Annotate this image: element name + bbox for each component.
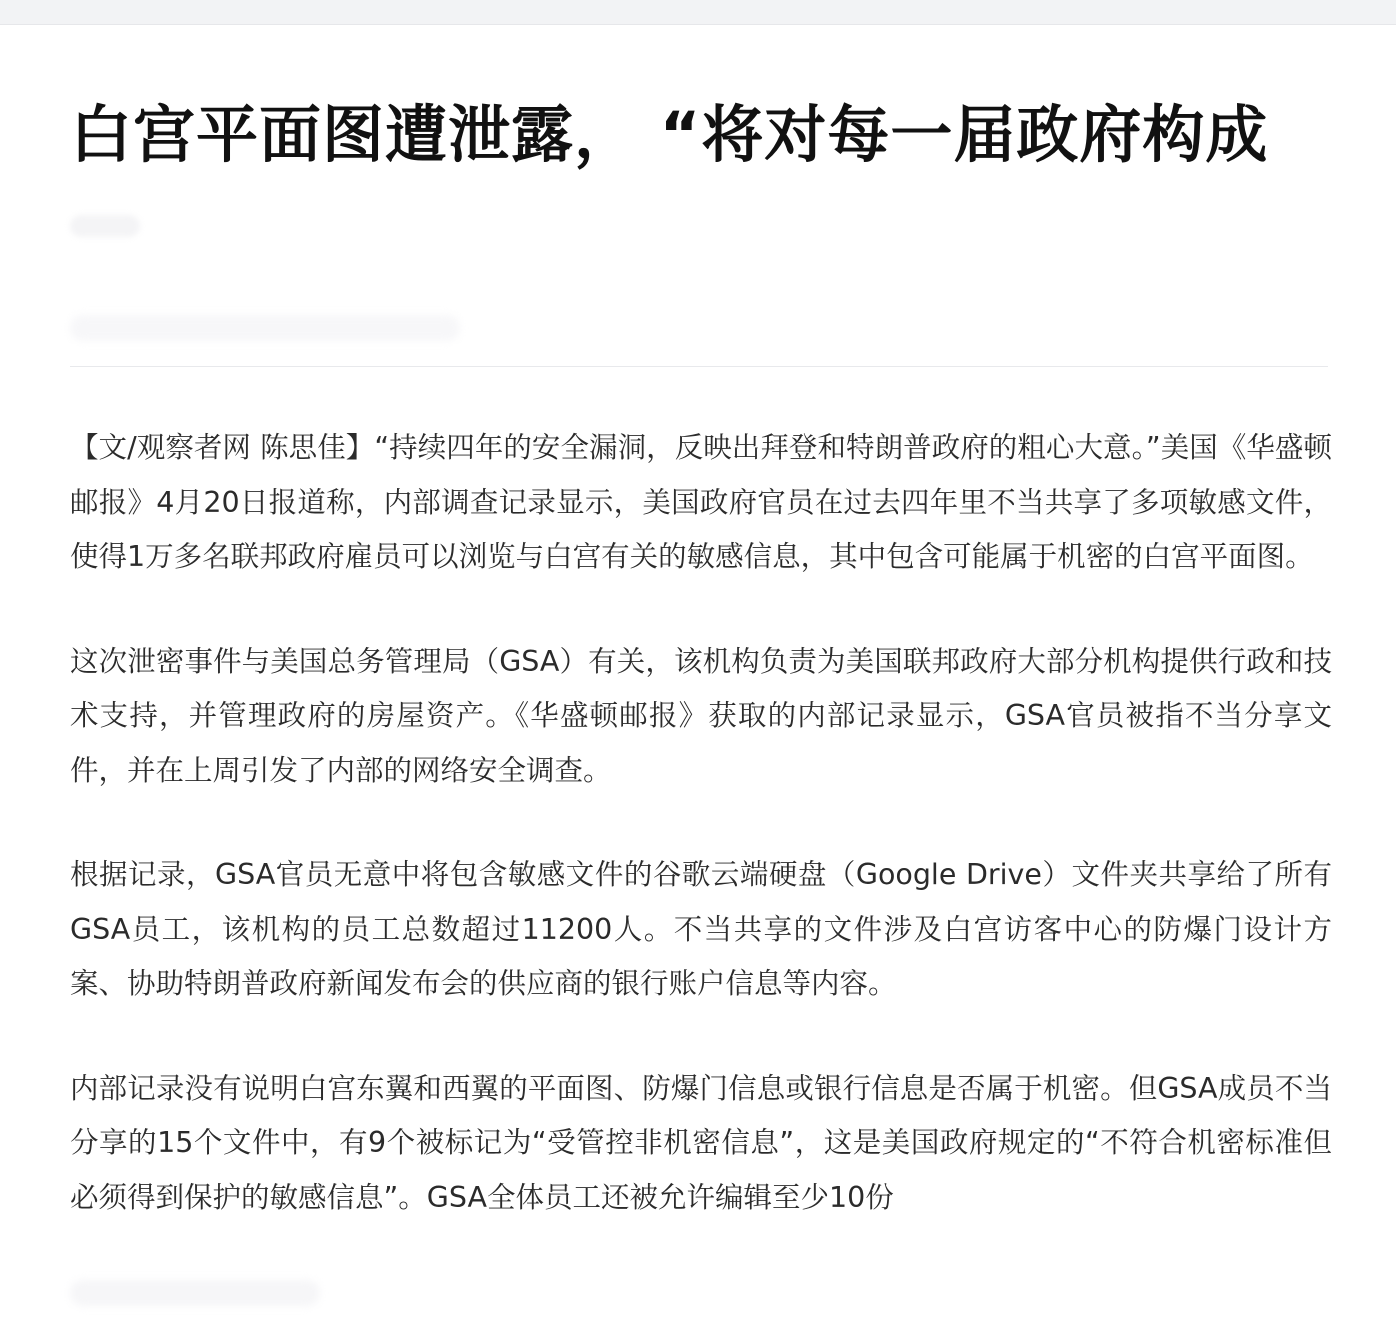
article-body bbox=[70, 421, 1332, 1275]
top-bar bbox=[0, 0, 1396, 25]
bottom-blurred-element bbox=[70, 1280, 320, 1306]
article-headline: 白宫平面图遭泄露， “将对每一届政府构成 bbox=[70, 98, 1269, 171]
paragraph-4: 内部记录没有说明白宫东翼和西翼的平面图、防爆门信息或银行信息是否属于机密。但GSA成员不当分享的15个文件中，有9个被标记为“受管控非机密信息”，这是美国政府规定的“不符合机密标准但必须得到保护的敏感信息”。GSA全体员工还被允许编辑至少10份 bbox=[70, 1071, 1332, 1214]
paragraph-3: 根据记录，GSA官员无意中将包含敏感文件的谷歌云端硬盘（Google Drive）文件夹共享给了所有GSA员工，该机构的员工总数超过11200人。不当共享的文件涉及白宫访客中心的防爆门设计方案、协助特朗普政府新闻发布会的供应商的银行账户信息等内容。 bbox=[70, 858, 1332, 1000]
paragraph-1: 【文/观察者网 陈思佳】“持续四年的安全漏洞，反映出拜登和特朗普政府的粗心大意。”美国《华盛顿邮报》4月20日报道称，内部调查记录显示，美国政府官员在过去四年里不当共享了多项敏感文件，使得1万多名联邦政府雇员可以浏览与白宫有关的敏感信息，其中包含可能属于机密的白宫平面图。 bbox=[70, 431, 1332, 573]
author-meta-blurred bbox=[70, 215, 140, 237]
publish-meta-blurred bbox=[70, 315, 460, 341]
paragraph-2: 这次泄密事件与美国总务管理局（GSA）有关，该机构负责为美国联邦政府大部分机构提供行政和技术支持，并管理政府的房屋资产。《华盛顿邮报》获取的内部记录显示，GSA官员被指不当分享文件，并在上周引发了内部的网络安全调查。 bbox=[70, 644, 1332, 787]
article-card bbox=[0, 25, 1396, 1324]
header-divider bbox=[70, 366, 1328, 367]
